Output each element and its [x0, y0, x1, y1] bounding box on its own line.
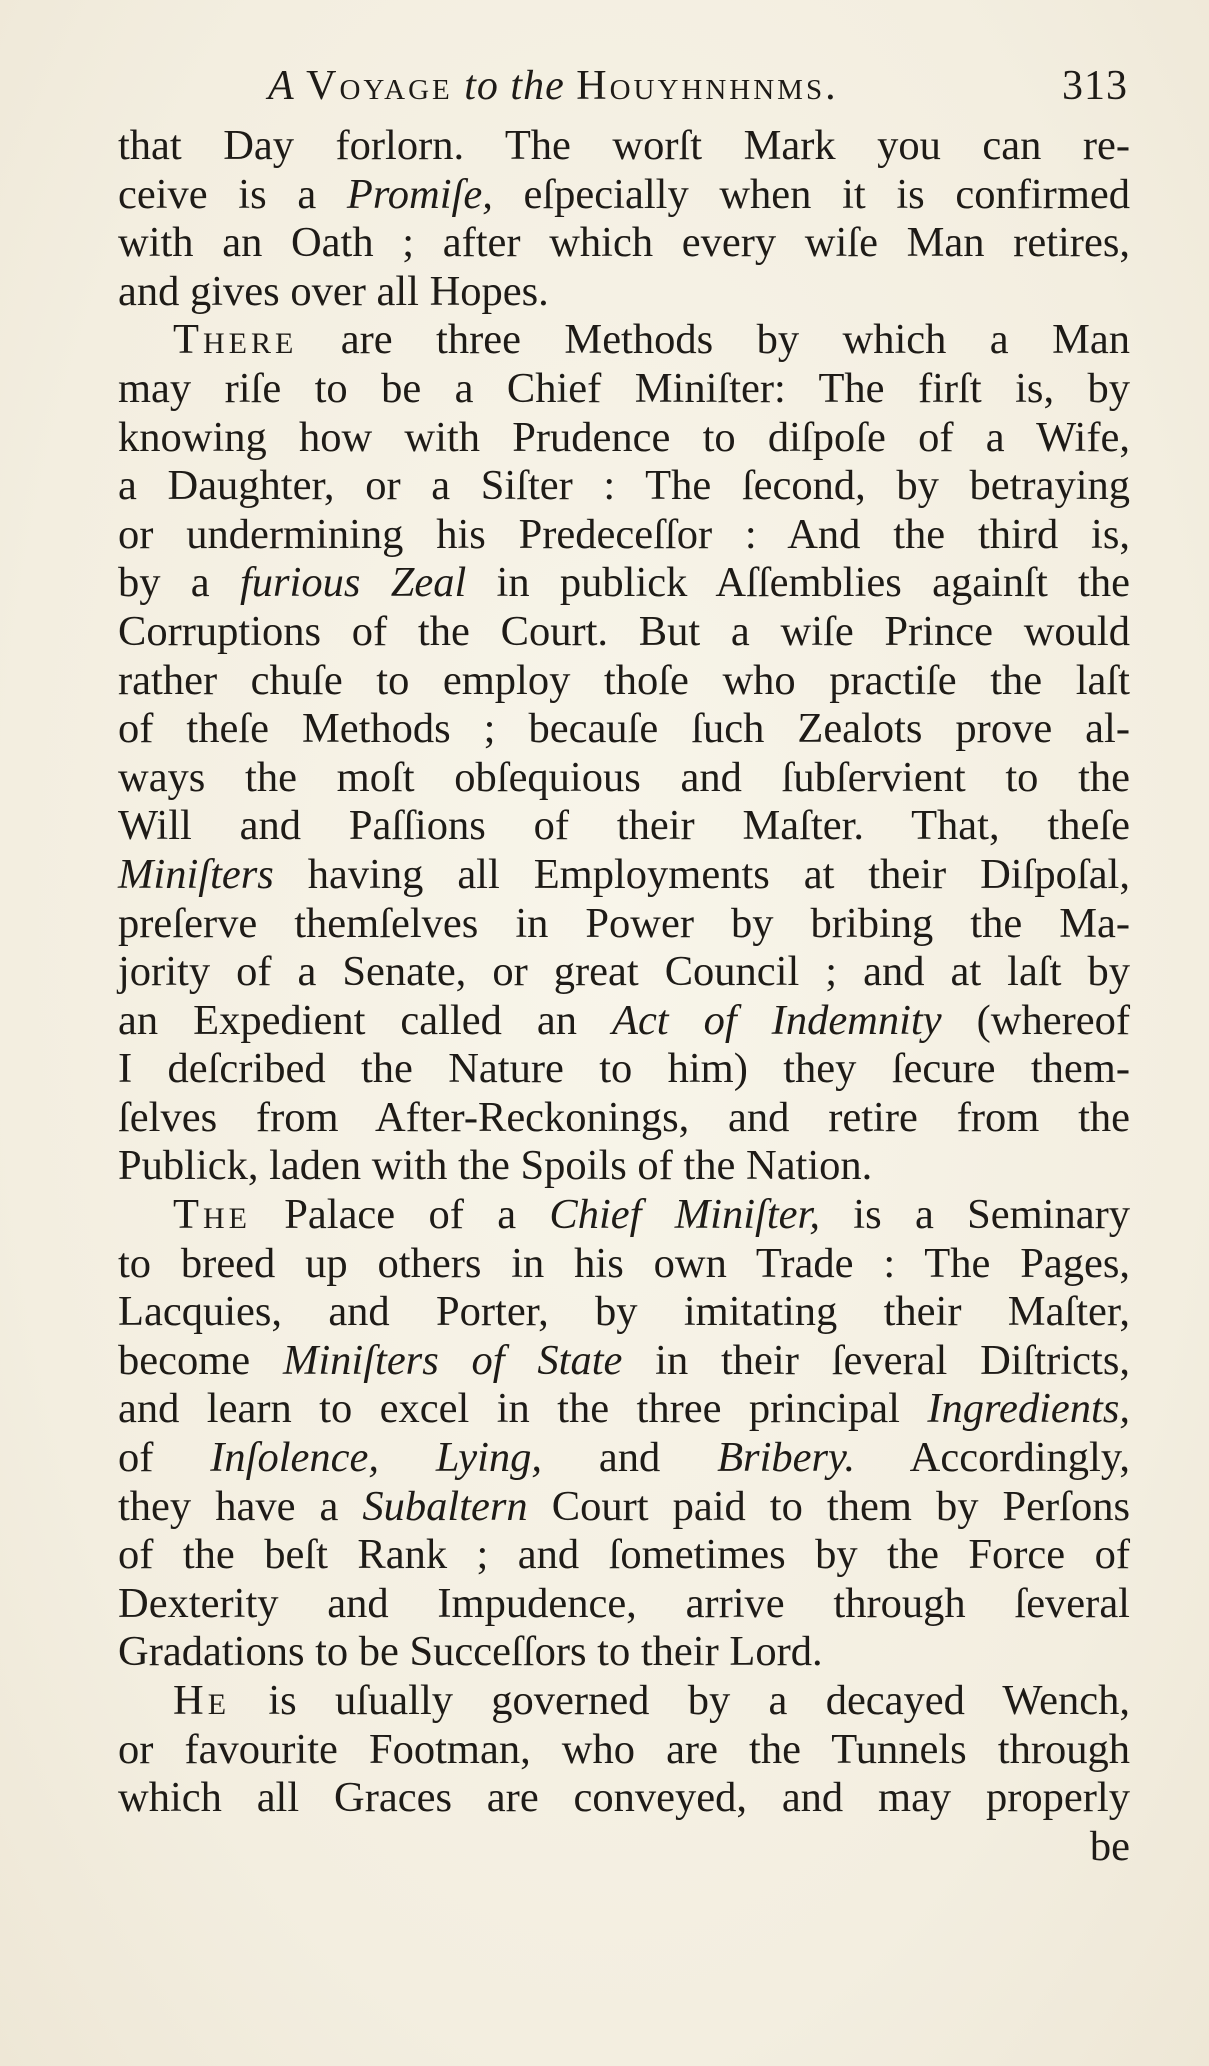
- text-line: [118, 316, 1130, 365]
- text-line: [118, 754, 1130, 803]
- running-title: [268, 62, 839, 110]
- text-run: of the beſt Rank ; and ſometimes by the Force of: [118, 1531, 1130, 1579]
- text-line: [118, 1191, 1130, 1240]
- text-run: rather chuſe to employ thoſe who practiſe the laſt: [118, 656, 1130, 704]
- text-run: is a Seminary: [819, 1191, 1130, 1239]
- text-run: which all Graces are conveyed, and may properly: [118, 1774, 1130, 1822]
- title-voyage: Voyage: [306, 63, 453, 109]
- text-line: [118, 608, 1130, 657]
- text-line: [118, 559, 1130, 608]
- text-run: is uſually governed by a decayed Wench,: [230, 1677, 1130, 1724]
- text-line: [118, 948, 1130, 997]
- text-line: [118, 414, 1130, 463]
- text-run: Lacquies, and Porter, by imitating their Maſter,: [118, 1288, 1130, 1336]
- text-line: [118, 1677, 1130, 1726]
- text-run: ceive is a: [118, 170, 347, 218]
- italic-phrase: Ingredients,: [927, 1385, 1130, 1433]
- text-run: to breed up others in his own Trade : The Pages,: [118, 1239, 1130, 1287]
- text-run: are three Methods by which a Man: [297, 316, 1130, 364]
- text-line: [118, 122, 1130, 171]
- text-run: and: [542, 1434, 718, 1482]
- running-header: [268, 62, 1128, 122]
- paragraph-opening-word: He: [173, 1677, 231, 1724]
- text-run: eſpecially when it is confirmed: [492, 170, 1131, 218]
- text-run: Court paid to them by Perſons: [527, 1482, 1130, 1530]
- text-run: they have a: [118, 1482, 363, 1530]
- text-run: I deſcribed the Nature to him) they ſecure them-: [118, 1045, 1130, 1093]
- text-line: [118, 851, 1130, 900]
- text-line: [118, 1823, 1130, 1872]
- text-line: [118, 171, 1130, 220]
- text-run: by a: [118, 559, 240, 607]
- italic-phrase: Promiſe,: [346, 170, 493, 218]
- text-run: or undermining his Predeceſſor : And the third is,: [118, 510, 1130, 558]
- text-run: of: [118, 1434, 211, 1482]
- italic-phrase: Chief Miniſter,: [549, 1191, 820, 1239]
- text-line: [118, 1726, 1130, 1775]
- text-run: a Daughter, or a Siſter : The ſecond, by betraying: [118, 462, 1130, 510]
- text-run: preſerve themſelves in Power by bribing the Ma-: [118, 899, 1130, 947]
- text-run: having all Employments at their Diſpoſal,: [273, 850, 1130, 898]
- text-run: or favourite Footman, who are the Tunnels through: [118, 1725, 1130, 1773]
- paragraph-opening-word: There: [173, 316, 298, 364]
- text-run: Accordingly,: [855, 1434, 1130, 1482]
- text-run: become: [118, 1336, 283, 1384]
- text-run: that Day forlorn. The worſt Mark you can re-: [118, 122, 1130, 169]
- text-run: in their ſeveral Diſtricts,: [622, 1336, 1130, 1384]
- italic-phrase: Act of Indemnity: [611, 996, 942, 1044]
- text-line: [118, 1045, 1130, 1094]
- text-line: [118, 1385, 1130, 1434]
- text-run: ways the moſt obſequious and ſubſervient to the: [118, 753, 1130, 801]
- title-place: Houyhnhnms.: [576, 63, 839, 109]
- text-line: [118, 997, 1130, 1046]
- text-run: with an Oath ; after which every wiſe Man retires,: [118, 219, 1130, 267]
- text-line: [118, 511, 1130, 560]
- italic-phrase: Bribery.: [717, 1434, 856, 1482]
- italic-phrase: Subaltern: [362, 1482, 528, 1530]
- text-run: and gives over all Hopes.: [118, 267, 549, 315]
- title-article: A: [268, 63, 295, 109]
- text-line: [118, 365, 1130, 414]
- text-line: [118, 1774, 1130, 1823]
- text-line: [118, 802, 1130, 851]
- text-run: (whereof: [941, 996, 1130, 1044]
- text-run: of theſe Methods ; becauſe ſuch Zealots prove al-: [118, 705, 1130, 753]
- text-line: [118, 1337, 1130, 1386]
- text-line: [118, 705, 1130, 754]
- text-line: [118, 657, 1130, 706]
- italic-phrase: Miniſters of State: [282, 1336, 623, 1384]
- text-run: and learn to excel in the three principal: [118, 1385, 928, 1433]
- text-line: [118, 1288, 1130, 1337]
- text-line: [118, 1142, 1130, 1191]
- italic-phrase: furious Zeal: [239, 559, 467, 607]
- text-run: Palace of a: [250, 1191, 550, 1239]
- text-line: [118, 900, 1130, 949]
- text-line: [118, 462, 1130, 511]
- text-line: [118, 1531, 1130, 1580]
- text-run: knowing how with Prudence to diſpoſe of a Wife,: [118, 413, 1130, 461]
- text-line: [118, 1580, 1130, 1629]
- text-run: Gradations to be Succeſſors to their Lord.: [118, 1628, 823, 1676]
- text-line: [118, 1434, 1130, 1483]
- text-run: ſelves from After-Reckonings, and retire from the: [118, 1093, 1130, 1141]
- text-run: in publick Aſſemblies againſt the: [466, 559, 1130, 607]
- page-number: 313: [1062, 63, 1128, 109]
- text-run: jority of a Senate, or great Council ; and at laſt by: [118, 948, 1130, 996]
- text-run: Will and Paſſions of their Maſter. That, theſe: [118, 802, 1130, 850]
- italic-phrase: Miniſters: [118, 850, 274, 898]
- italic-phrase: Inſolence, Lying,: [210, 1434, 542, 1482]
- title-to-the: to the: [464, 63, 565, 109]
- body-text: [118, 122, 1130, 1871]
- paragraph-opening-word: The: [173, 1191, 251, 1239]
- text-line: [118, 219, 1130, 268]
- text-line: [118, 1628, 1130, 1677]
- text-run: may riſe to be a Chief Miniſter: The firſt is, by: [118, 364, 1130, 412]
- text-run: Dexterity and Impudence, arrive through ſeveral: [118, 1579, 1130, 1627]
- text-run: Publick, laden with the Spoils of the Nation.: [118, 1142, 873, 1190]
- text-run: an Expedient called an: [118, 996, 612, 1044]
- text-line: [118, 1094, 1130, 1143]
- text-run: Corruptions of the Court. But a wiſe Prince would: [118, 607, 1130, 655]
- text-line: [118, 268, 1130, 317]
- text-run: be: [1089, 1822, 1130, 1870]
- text-line: [118, 1483, 1130, 1532]
- text-line: [118, 1240, 1130, 1289]
